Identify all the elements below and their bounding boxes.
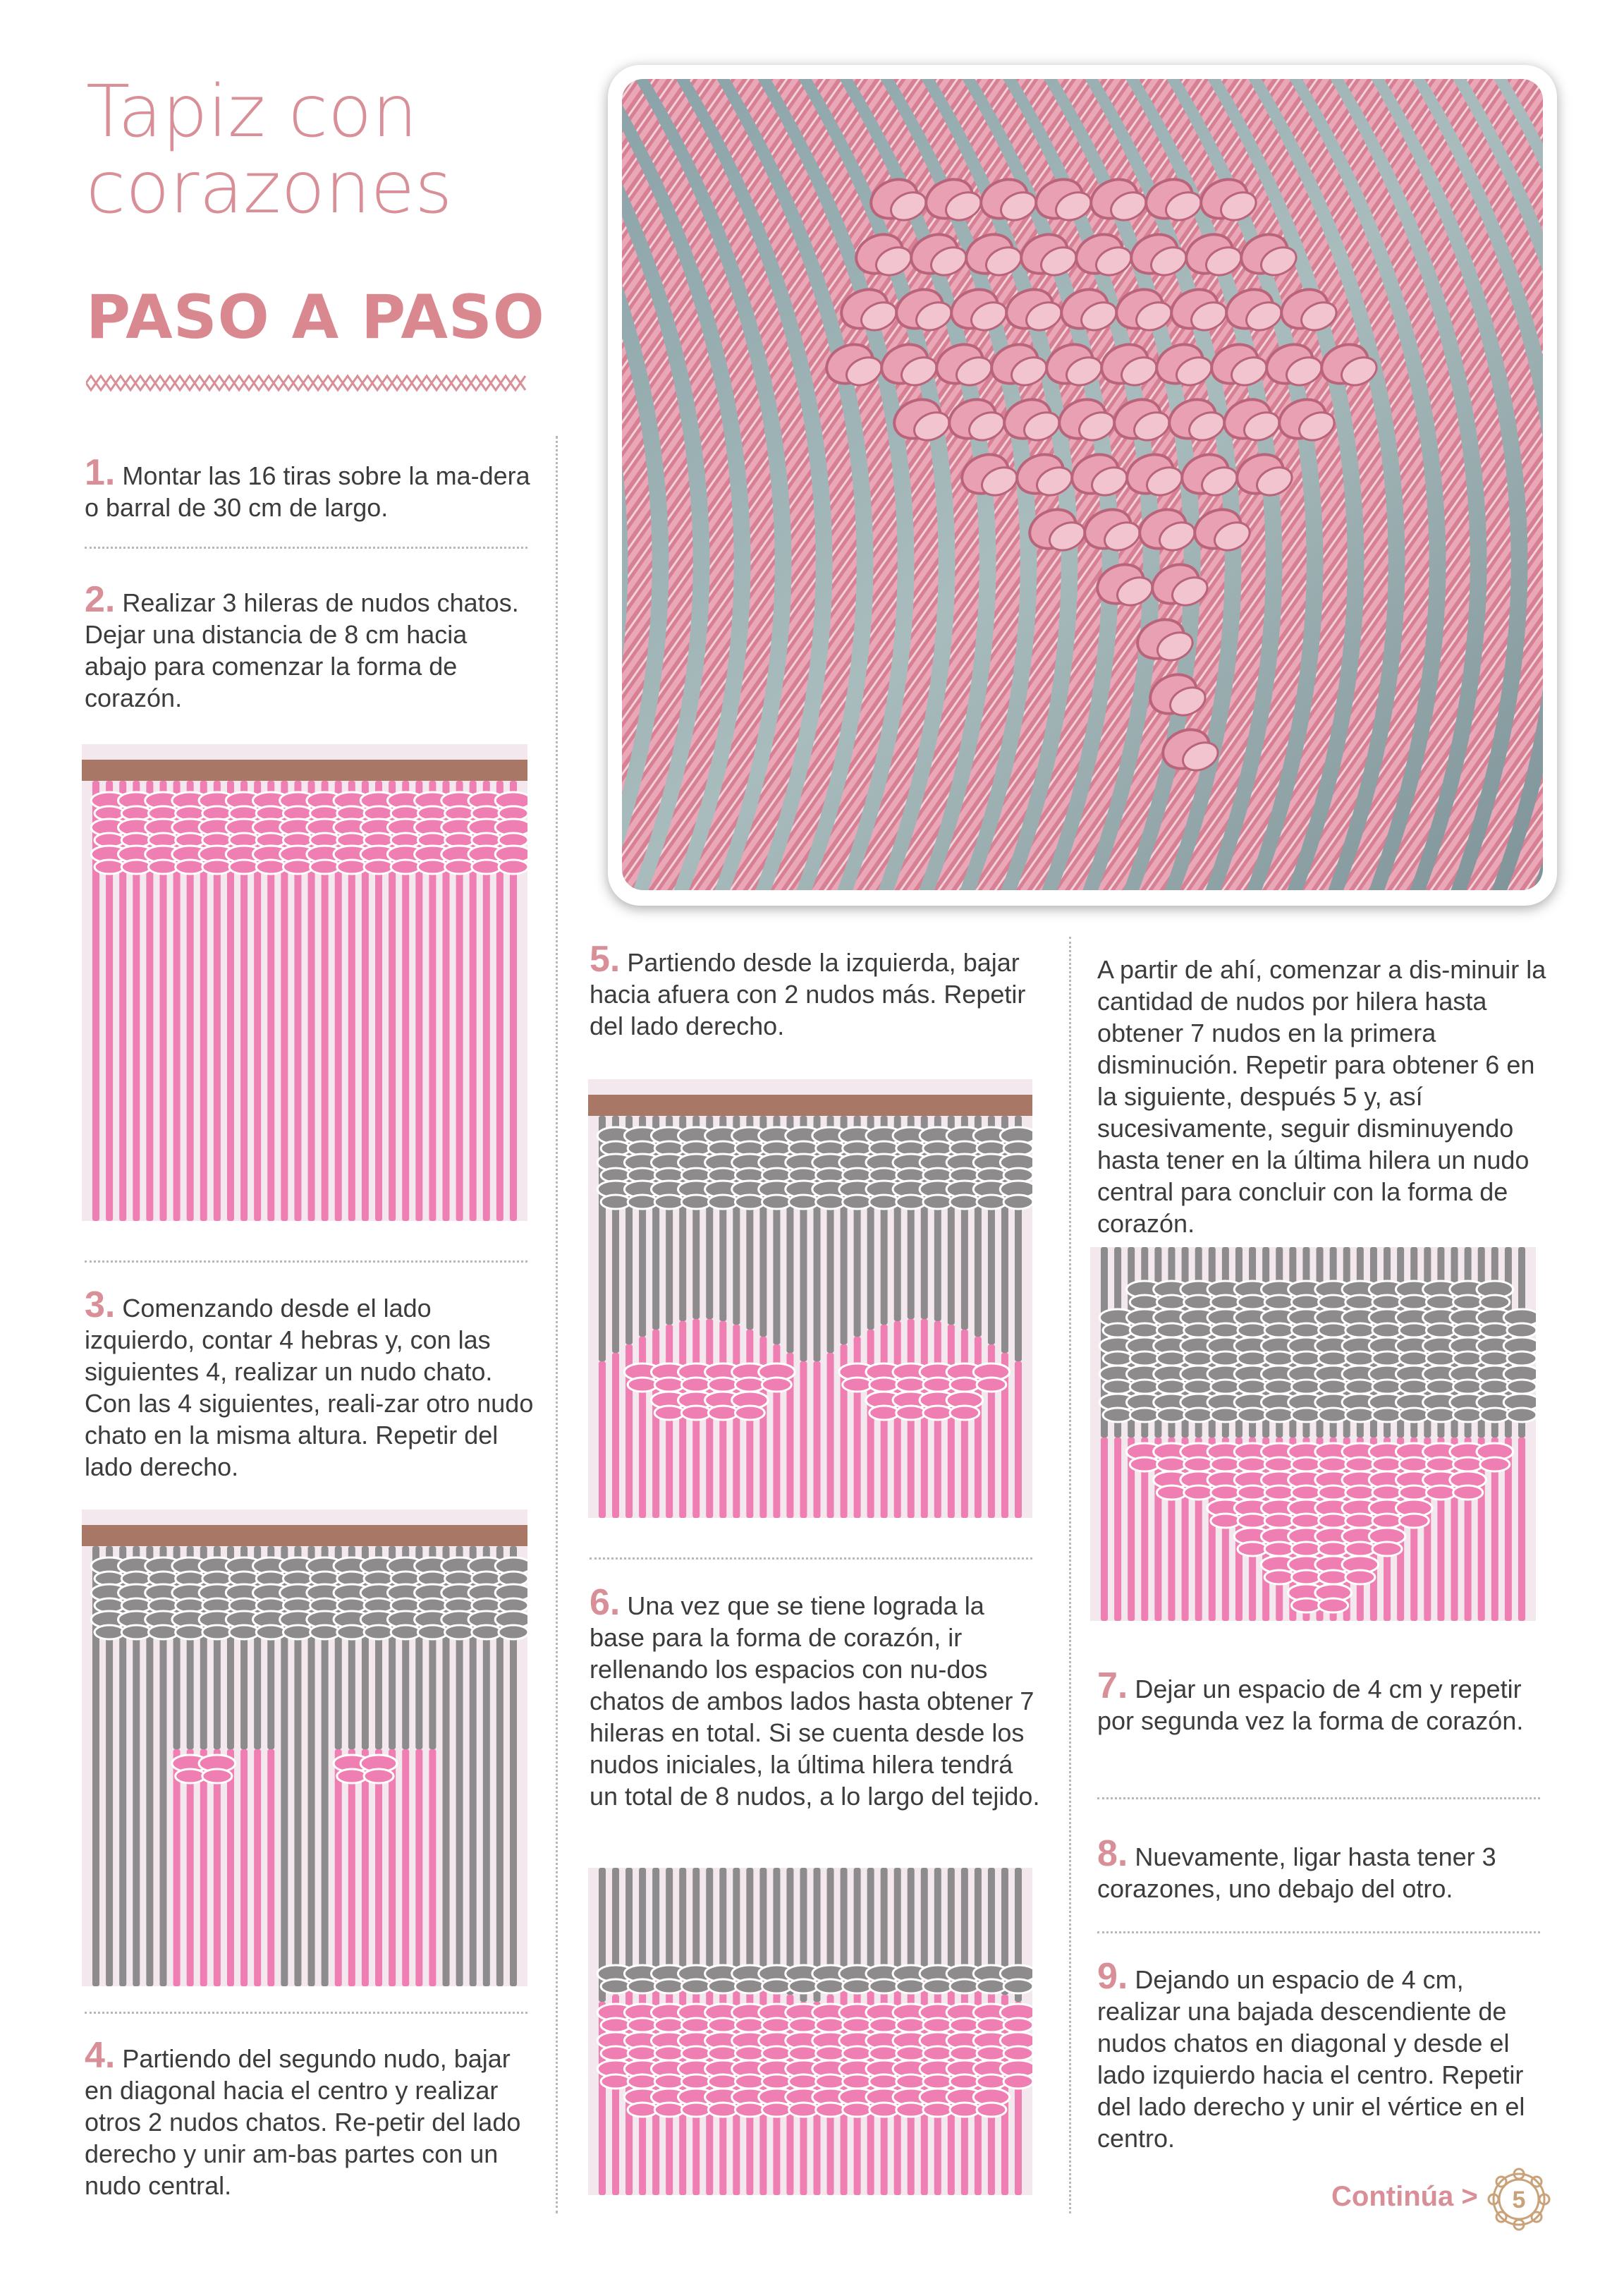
step-divider bbox=[1097, 1931, 1540, 1933]
step-5-number: 5. bbox=[590, 939, 621, 980]
step-divider bbox=[85, 547, 527, 549]
step-divider bbox=[85, 1260, 527, 1263]
step-8-text: Nuevamente, ligar hasta tener 3 corazones, uno debajo del otro. bbox=[1097, 1842, 1496, 1903]
step-6-illustration bbox=[588, 1868, 1032, 2195]
column-divider-1 bbox=[556, 436, 558, 2213]
step-3-illustration bbox=[82, 1509, 527, 1986]
continue-link[interactable]: Continúa > bbox=[1331, 2181, 1478, 2212]
step-6 bbox=[590, 1582, 1041, 1812]
step-9 bbox=[1097, 1956, 1549, 2154]
step-3 bbox=[85, 1284, 536, 1483]
step-divider bbox=[85, 2012, 527, 2014]
macrame-heart-photo bbox=[622, 79, 1543, 890]
step-8 bbox=[1097, 1833, 1549, 1904]
step-divider bbox=[590, 1557, 1032, 1560]
step-1-text: Montar las 16 tiras sobre la ma-dera o barral de 30 cm de largo. bbox=[85, 461, 530, 522]
step-4-number: 4. bbox=[85, 2035, 116, 2076]
step-7-text: Dejar un espacio de 4 cm y repetir por segunda vez la forma de corazón. bbox=[1097, 1675, 1524, 1735]
step-5-illustration bbox=[588, 1079, 1032, 1518]
step-1 bbox=[85, 452, 536, 523]
title-line-2: corazones bbox=[86, 146, 453, 230]
step-5 bbox=[590, 939, 1041, 1042]
step-2-number: 2. bbox=[85, 579, 116, 620]
step-3-number: 3. bbox=[85, 1284, 116, 1325]
step-7 bbox=[1097, 1665, 1549, 1737]
step-6-text: Una vez que se tiene lograda la base para la forma de corazón, ir rellenando los espacios con nu-dos chatos de ambos lados hasta obtener 7 hileras en total. Si se cuenta desde los nudos iniciales, la última hilera tendrá un total de 8 nudos, a lo largo del tejido. bbox=[590, 1591, 1040, 1811]
page-number-badge bbox=[1485, 2165, 1553, 2233]
step-divider bbox=[1097, 1797, 1540, 1799]
page-number: 5 bbox=[1512, 2187, 1526, 2213]
step-4 bbox=[85, 2035, 536, 2201]
page-title bbox=[86, 70, 453, 230]
step-5-text: Partiendo desde la izquierda, bajar hacia afuera con 2 nudos más. Repetir del lado derecho. bbox=[590, 948, 1026, 1040]
step-8-number: 8. bbox=[1097, 1833, 1128, 1874]
step-7-number: 7. bbox=[1097, 1665, 1128, 1706]
section-subtitle: PASO A PASO bbox=[86, 282, 545, 353]
column-divider-2 bbox=[1069, 937, 1071, 2213]
step-6-continued-text: A partir de ahí, comenzar a dis-minuir la cantidad de nudos por hilera hasta obtener 7 nudos en la primera disminución. Repetir para obtener 6 en la siguiente, después 5 y, así sucesivamente, seguir disminuyendo hasta tener en la última hilera un nudo central para concluir con la forma de corazón. bbox=[1097, 955, 1546, 1238]
step-2-text: Realizar 3 hileras de nudos chatos. Dejar una distancia de 8 cm hacia abajo para comenzar la forma de corazón. bbox=[85, 588, 519, 712]
step-9-number: 9. bbox=[1097, 1956, 1128, 1997]
step-2-illustration bbox=[82, 744, 527, 1221]
step-6-continued-illustration bbox=[1090, 1247, 1536, 1621]
step-4-text: Partiendo del segundo nudo, bajar en diagonal hacia el centro y realizar otros 2 nudos chatos. Re-petir del lado derecho y unir am-bas partes con un nudo central. bbox=[85, 2044, 521, 2200]
step-3-text: Comenzando desde el lado izquierdo, contar 4 hebras y, con las siguientes 4, realizar un nudo chato. Con las 4 siguientes, reali-zar otro nudo chato en la misma altura. Repetir del lado derecho. bbox=[85, 1294, 534, 1481]
title-line-1: Tapiz con bbox=[86, 70, 418, 154]
step-6-continued bbox=[1097, 954, 1549, 1239]
step-1-number: 1. bbox=[85, 452, 116, 493]
step-2 bbox=[85, 579, 536, 714]
step-6-number: 6. bbox=[590, 1582, 621, 1623]
zigzag-divider bbox=[86, 372, 529, 394]
step-9-text: Dejando un espacio de 4 cm, realizar una bajada descendiente de nudos chatos en diagonal y desde el lado izquierdo hacia el centro. Repetir del lado derecho y unir el vértice en el centro. bbox=[1097, 1965, 1525, 2153]
